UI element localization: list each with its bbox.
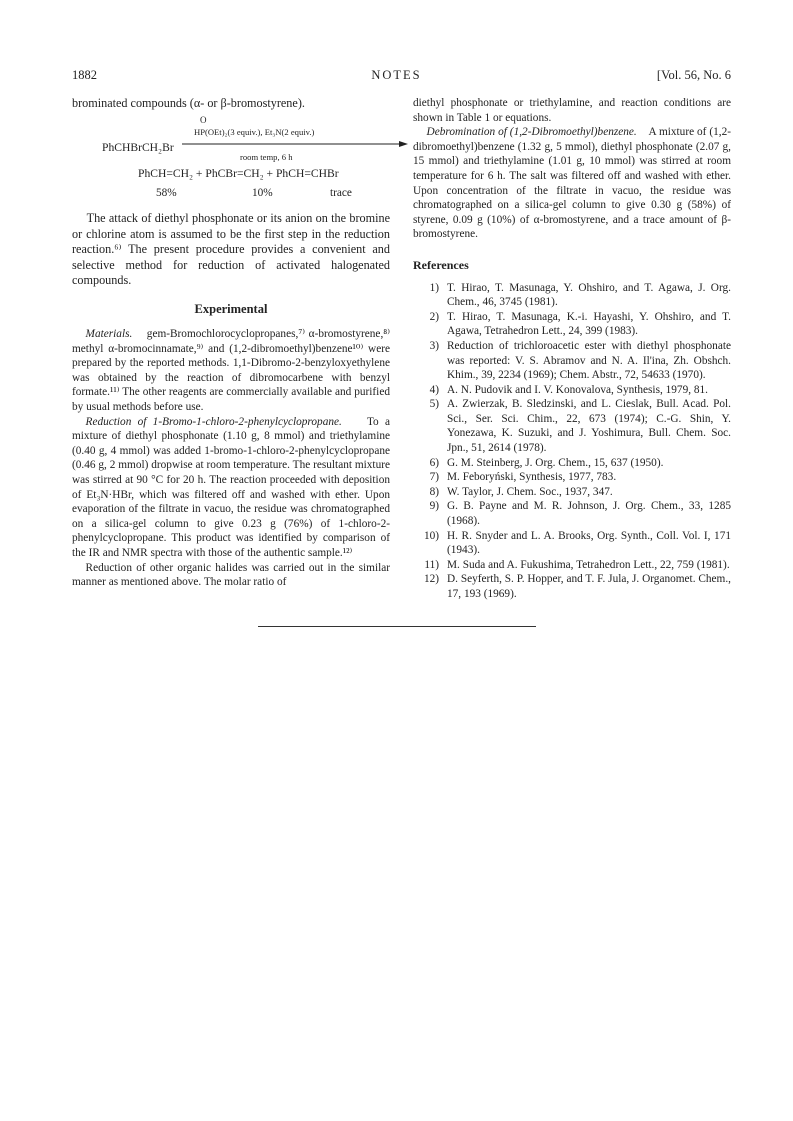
reference-item <box>413 485 731 500</box>
reference-item <box>413 499 731 528</box>
materials-label: Materials. <box>85 328 133 341</box>
reference-number: 11) <box>424 558 439 571</box>
scheme-reagents: HP(OEt)₂(3 equiv.), Et₃N(2 equiv.) <box>194 127 315 138</box>
debromination-text: A mixture of (1,2-dibromoethyl)benzene (1.32 g, 5 mmol), diethyl phosphonate (2.07 g, 15 mmol) and triethylamine (1.01 g, 10 mmol) was stirred at room temperature for 6 h. The salt was filtered off and washed with ether. Upon concentration of the filtrate in vacuo, the residue was chromatographed on a silica-gel column to give 0.30 g (58%) of styrene, 0.09 g (10%) of α-bromostyrene, and a trace amount of β-bromostyrene. <box>413 126 732 241</box>
reference-item <box>413 470 731 485</box>
debromination-paragraph <box>413 125 731 242</box>
reference-number: 10) <box>423 529 439 542</box>
reference-text: Reduction of trichloroacetic ester with diethyl phosphonate was reported: V. S. Abramov and N. A. Il'ina, Zh. Obshch. Khim., 39, 2234 (1969); Chem. Abstr., 72, 54633 (1970). <box>447 339 731 382</box>
reference-number: 3) <box>429 339 439 352</box>
closing-paragraph: Reduction of other organic halides was carried out in the similar manner as mentioned above. The molar ratio of <box>72 561 390 589</box>
yield-styrene: 58% <box>156 187 177 200</box>
reference-item <box>413 572 731 601</box>
reference-text: G. B. Payne and M. R. Johnson, J. Org. Chem., 33, 1285 (1968). <box>447 500 731 528</box>
reference-text: A. N. Pudovik and I. V. Konovalova, Synthesis, 1979, 81. <box>447 383 708 396</box>
yield-beta-bromostyrene: trace <box>330 187 352 200</box>
reference-text: H. R. Snyder and L. A. Brooks, Org. Synth., Coll. Vol. I, 171 (1943). <box>447 529 731 557</box>
reference-text: A. Zwierzak, B. Sledzinski, and L. Cieslak, Bull. Acad. Pol. Sci., Ser. Sci. Chim., 22, 673 (1974); C.-G. Shin, Y. Yonezawa, K. Suzuki, and J. Yoshimura, Bull. Chem. Soc. Jpn., 51, 2614 (1978). <box>447 398 731 455</box>
reference-item <box>413 558 731 573</box>
yield-alpha-bromostyrene: 10% <box>252 187 273 200</box>
reference-text: T. Hirao, T. Masunaga, K.-i. Hayashi, Y. Ohshiro, and T. Agawa, Tetrahedron Lett., 24, 399 (1983). <box>447 310 731 338</box>
right-column <box>413 96 731 602</box>
reference-item <box>413 281 731 310</box>
reference-item <box>413 397 731 455</box>
continuation-text: diethyl phosphonate or triethylamine, and reaction conditions are shown in Table 1 or equations. <box>413 97 731 124</box>
reference-number: 12) <box>423 573 439 586</box>
reference-text: G. M. Steinberg, J. Org. Chem., 15, 637 (1950). <box>447 456 664 469</box>
references-list <box>413 281 731 602</box>
reduction-paragraph <box>72 415 390 561</box>
reference-item <box>413 456 731 471</box>
experimental-heading: Experimental <box>194 302 268 317</box>
reference-number: 1) <box>429 281 439 294</box>
reference-number: 2) <box>429 310 439 323</box>
scheme-oxygen: O <box>200 115 207 126</box>
reference-number: 9) <box>429 500 439 513</box>
debromination-label: Debromination of (1,2-Dibromoethyl)benzene. <box>426 126 637 139</box>
materials-text: gem-Bromochlorocyclopropanes,⁷⁾ α-bromostyrene,⁸⁾ methyl α-bromocinnamate,⁹⁾ and (1,2-dibromoethyl)benzene¹⁰⁾ were prepared by the reported methods. 1,1-Dibromo-2-benzyloxyethylene was obtained by the reaction of dibromocarbene with benzyl formate.¹¹⁾ The other reagents are commercially available and purified by usual methods before use. <box>72 328 390 413</box>
scheme-reactant: PhCHBrCH₂Br <box>102 141 174 155</box>
volume-info: [Vol. 56, No. 6 <box>656 68 731 82</box>
reaction-arrow <box>182 139 408 149</box>
reference-item <box>413 529 731 558</box>
reference-number: 7) <box>429 471 439 484</box>
scheme-products: PhCH=CH₂ + PhCBr=CH₂ + PhCH=CHBr <box>138 167 339 181</box>
materials-paragraph <box>72 327 390 415</box>
reference-number: 4) <box>429 383 439 396</box>
reference-item <box>413 339 731 383</box>
reference-item <box>413 310 731 339</box>
reduction-text: To a mixture of diethyl phosphonate (1.10 g, 8 mmol) and triethylamine (0.40 g, 4 mmol) was added 1-bromo-1-chloro-2-phenylcyclopropane (0.46 g, 2 mmol) dropwise at room temperature. The resultant mixture was stirred at 90 °C for 20 h. The reaction proceeded with deposition of Et₃N·HBr, which was filtered off and washed with ether. Upon evaporation of the filtrate in vacuo, the residue was chromatographed on a silica-gel column to give 0.23 g (76%) of 1-chloro-2-phenylcyclopropane. This product was identified by comparison of the IR and NMR spectra with those of the authentic sample.¹²⁾ <box>72 415 390 559</box>
reaction-scheme <box>72 113 390 205</box>
reference-number: 5) <box>429 398 439 411</box>
running-head: NOTES <box>371 68 422 82</box>
intro-line: brominated compounds (α- or β-bromostyrene). <box>72 96 305 110</box>
reference-number: 8) <box>429 485 439 498</box>
reduction-label: Reduction of 1-Bromo-1-chloro-2-phenylcyclopropane. <box>85 415 342 428</box>
reference-text: D. Seyferth, S. P. Hopper, and T. F. Jula, J. Organomet. Chem., 17, 193 (1969). <box>447 573 731 600</box>
references-heading: References <box>413 257 469 272</box>
reference-number: 6) <box>429 456 439 469</box>
reference-text: T. Hirao, T. Masunaga, Y. Ohshiro, and T. Agawa, J. Org. Chem., 46, 3745 (1981). <box>447 281 731 309</box>
scheme-conditions: room temp, 6 h <box>240 152 293 163</box>
page-number: 1882 <box>72 68 97 82</box>
reference-text: M. Feboryński, Synthesis, 1977, 783. <box>447 471 617 484</box>
reference-text: M. Suda and A. Fukushima, Tetrahedron Lett., 22, 759 (1981). <box>447 558 730 571</box>
end-rule <box>258 626 536 627</box>
reference-text: W. Taylor, J. Chem. Soc., 1937, 347. <box>447 485 613 498</box>
paragraph-mechanism: The attack of diethyl phosphonate or its anion on the bromine or chlorine atom is assumed to be the first step in the reduction reaction.⁶⁾ The present procedure provides a convenient and selective method for reduction of activated halogenated compounds. <box>72 211 390 288</box>
left-column <box>72 96 390 590</box>
reference-item <box>413 383 731 398</box>
